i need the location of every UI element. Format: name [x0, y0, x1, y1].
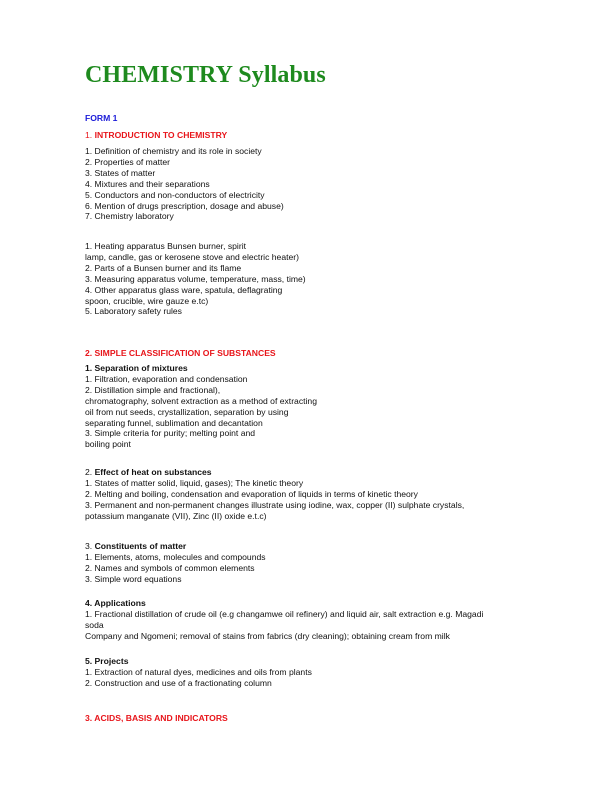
subsection-heading: 5. Projects — [85, 656, 129, 666]
section-heading-3: 3. ACIDS, BASIS AND INDICATORS — [85, 713, 228, 723]
intro-topic-list — [85, 146, 284, 222]
list-item: 2. Distillation simple and fractional), — [85, 384, 221, 395]
subsection-separation — [85, 363, 317, 450]
list-item: 2. Construction and use of a fractionating column — [85, 677, 272, 688]
subsection-applications — [85, 598, 483, 642]
subsection-heading: 2. Effect of heat on substances — [85, 467, 212, 477]
list-item: 4. Other apparatus glass ware, spatula, deflagrating — [85, 284, 283, 295]
list-item: 2. Names and symbols of common elements — [85, 562, 255, 573]
list-item: 3. Simple word equations — [85, 573, 182, 584]
list-item: 7. Chemistry laboratory — [85, 211, 174, 222]
list-item: oil from nut seeds, crystallization, separation by using — [85, 406, 289, 417]
list-item: soda — [85, 619, 104, 630]
subsection-effect-of-heat — [85, 467, 464, 522]
subsection-heading: 1. Separation of mixtures — [85, 363, 188, 373]
list-item: 4. Mixtures and their separations — [85, 178, 210, 189]
list-item: 1. Fractional distillation of crude oil (e.g changamwe oil refinery) and liquid air, salt extraction e.g. Magadi — [85, 608, 484, 619]
subsection-projects — [85, 656, 312, 689]
list-item: 2. Parts of a Bunsen burner and its flame — [85, 262, 242, 273]
list-item: lamp, candle, gas or kerosene stove and electric heater) — [85, 251, 300, 262]
list-item: 1. States of matter solid, liquid, gases); The kinetic theory — [85, 477, 304, 488]
list-item: potassium manganate (VII), Zinc (II) oxide e.t.c) — [85, 510, 267, 521]
page-title: CHEMISTRY Syllabus — [85, 62, 326, 88]
list-item: 1. Heating apparatus Bunsen burner, spirit — [85, 241, 246, 251]
section-title: INTRODUCTION TO CHEMISTRY — [94, 130, 228, 140]
list-item: 1. Filtration, evaporation and condensation — [85, 373, 248, 384]
subsection-heading: 3. Constituents of matter — [85, 541, 187, 551]
list-item: Company and Ngomeni; removal of stains from fabrics (dry cleaning); obtaining cream from milk — [85, 630, 450, 641]
subsection-heading: 4. Applications — [85, 598, 146, 608]
list-item: spoon, crucible, wire gauze e.tc) — [85, 295, 209, 306]
section-heading-2: 2. SIMPLE CLASSIFICATION OF SUBSTANCES — [85, 348, 276, 358]
lab-apparatus-list — [85, 241, 306, 317]
list-item: 3. Permanent and non-permanent changes illustrate using iodine, wax, copper (II) sulphate crystals, — [85, 499, 465, 510]
list-item: 3. States of matter — [85, 167, 156, 178]
list-item: separating funnel, sublimation and decantation — [85, 417, 263, 428]
form-label: FORM 1 — [85, 113, 118, 123]
list-item: 5. Laboratory safety rules — [85, 306, 182, 317]
list-item: 5. Conductors and non-conductors of electricity — [85, 189, 265, 200]
section-heading-1 — [85, 130, 227, 140]
subsection-constituents — [85, 541, 266, 585]
list-item: boiling point — [85, 439, 131, 450]
section-number: 1. — [85, 130, 93, 140]
list-item: 3. Simple criteria for purity; melting point and — [85, 428, 256, 439]
list-item: 6. Mention of drugs prescription, dosage and abuse) — [85, 200, 284, 211]
list-item: chromatography, solvent extraction as a method of extracting — [85, 395, 317, 406]
list-item: 3. Measuring apparatus volume, temperature, mass, time) — [85, 273, 306, 284]
list-item: 1. Extraction of natural dyes, medicines and oils from plants — [85, 666, 312, 677]
list-item: 2. Melting and boiling, condensation and evaporation of liquids in terms of kinetic theory — [85, 488, 418, 499]
list-item: 1. Elements, atoms, molecules and compounds — [85, 551, 266, 562]
list-item: 2. Properties of matter — [85, 156, 171, 167]
list-item: 1. Definition of chemistry and its role in society — [85, 146, 262, 156]
